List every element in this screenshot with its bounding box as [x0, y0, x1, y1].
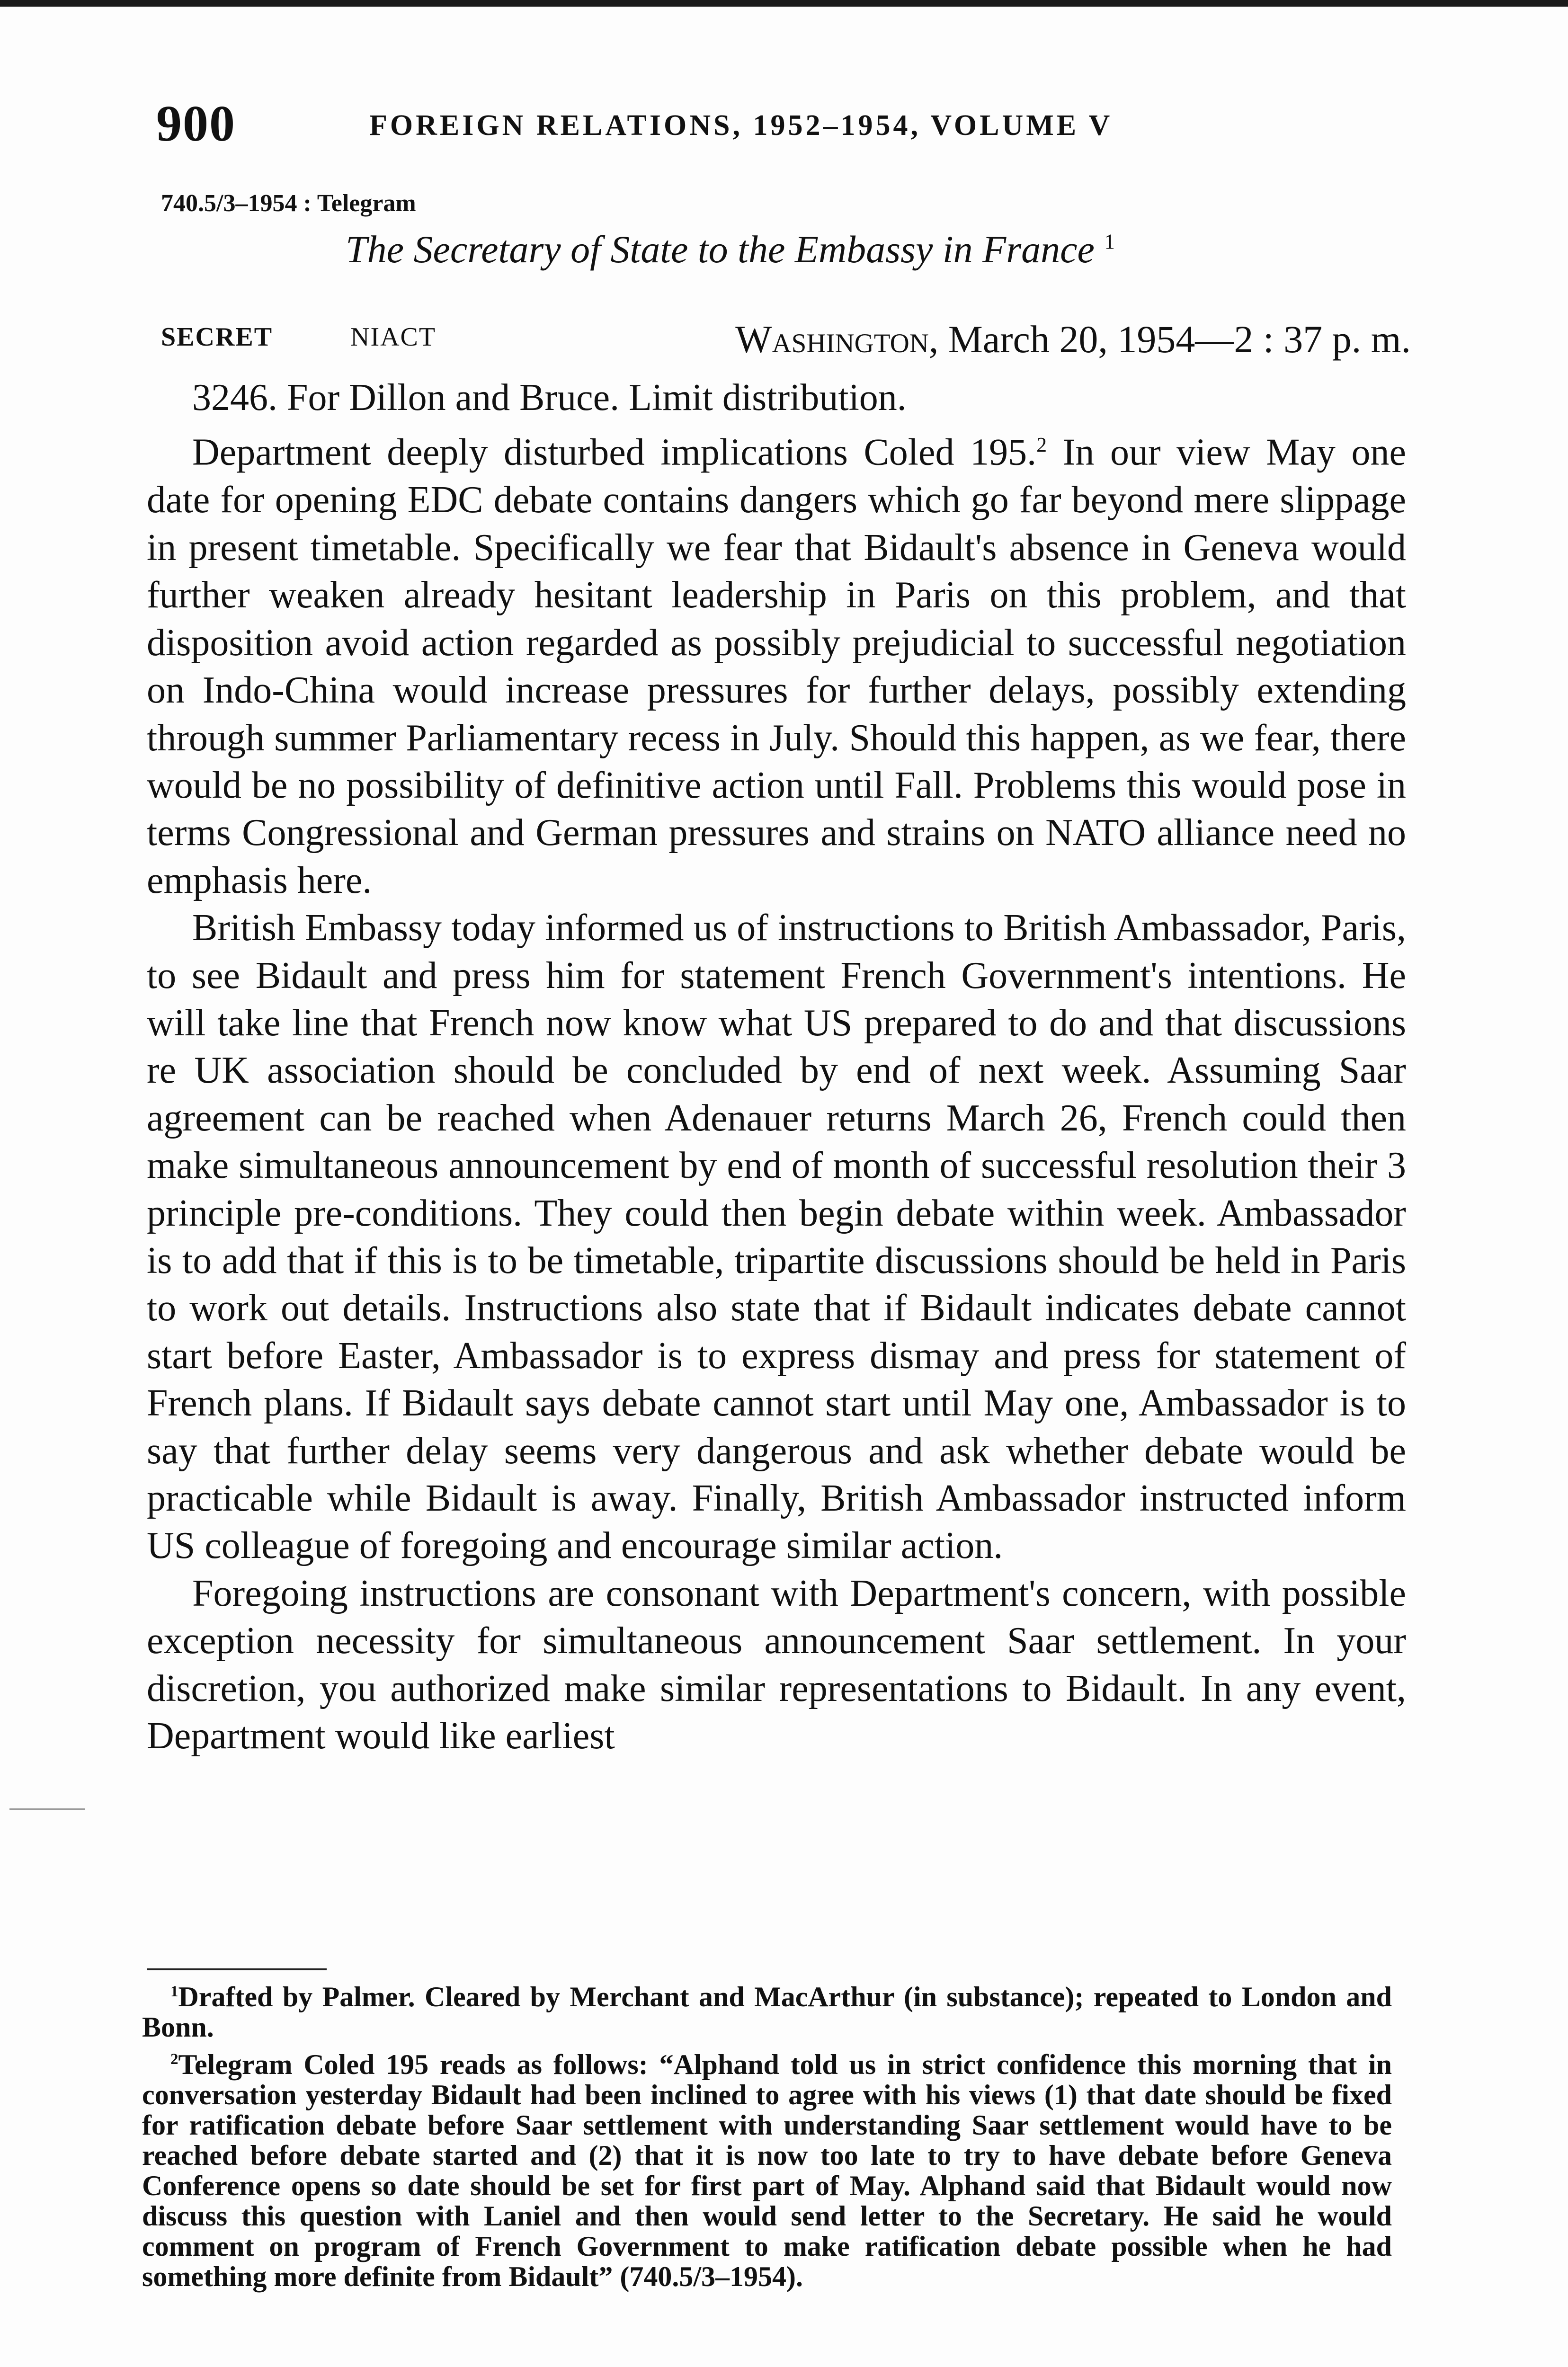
- paragraph: 3246. For Dillon and Bruce. Limit distribution.: [192, 377, 907, 418]
- footnote-number: 1: [170, 1983, 178, 2000]
- paragraph: [147, 421, 1406, 904]
- place: Washington: [735, 318, 929, 361]
- title-footnote-marker: 1: [1104, 230, 1115, 254]
- document-title-text: The Secretary of State to the Embassy in France: [346, 228, 1095, 271]
- paragraph-rest: In our view May one date for opening EDC debate contains dangers which go far beyond mere slippage in present timetable. Specifically we fear that Bidault's absence in Geneva would further weaken already hesitant leadership in Paris on this problem, and that disposition avoid action regarded as possibly prejudicial to successful negotiation on Indo-China would increase pressures for further delays, possibly extending through summer Parliamentary recess in July. Should this happen, as we fear, there would be no possibility of definitive action until Fall. Problems this would pose in terms Congressional and German pressures and strains on NATO alliance need no emphasis here.: [147, 432, 1406, 901]
- document-title: [346, 227, 1115, 272]
- date-time: , March 20, 1954—2 : 37 p. m.: [928, 318, 1411, 361]
- precedence: NIACT: [350, 322, 437, 352]
- scan-speck: [9, 1808, 85, 1810]
- footnote: [142, 1976, 1392, 2042]
- telegram-body: [147, 374, 1406, 1760]
- page-number: 900: [156, 96, 236, 152]
- file-reference: 740.5/3–1954 : Telegram: [161, 190, 416, 217]
- scan-top-edge: [0, 0, 1568, 7]
- page-header: [156, 95, 1434, 156]
- dateline: [161, 317, 1411, 365]
- paragraph: Foregoing instructions are consonant with Department's concern, with possible exception necessity for simultaneous announcement Saar settlement. In your discretion, you authorized make similar representations to Bidault. In any event, Department would like earliest: [147, 1572, 1406, 1757]
- footnotes: [142, 1976, 1392, 2294]
- date-place: [735, 317, 1411, 362]
- footnote-text: Telegram Coled 195 reads as follows: “Alphand told us in strict confidence this morning that in conversation yesterday Bidault had been inclined to agree with his views (1) that date should be fixed for ratification debate before Saar settlement with understanding Saar settlement would have to be reached before debate started and (2) that it is now too late to try to have debate before Geneva Conference opens so date should be set for first part of May. Alphand said that Bidault would now discuss this question with Laniel and then would send letter to the Secretary. He said he would comment on program of French Government to make ratification debate possible when he had something more definite from Bidault” (740.5/3–1954).: [142, 2049, 1392, 2292]
- footnote: [142, 2044, 1392, 2292]
- running-title: FOREIGN RELATIONS, 1952–1954, VOLUME V: [369, 109, 1113, 142]
- footnote-rule: [147, 1968, 327, 1970]
- paragraph-lead: Department deeply disturbed implications Coled 195.: [192, 432, 1037, 474]
- footnote-marker: 2: [1036, 433, 1047, 457]
- footnote-text: Drafted by Palmer. Cleared by Merchant and MacArthur (in substance); repeated to London and Bonn.: [142, 1981, 1392, 2043]
- classification: SECRET: [161, 322, 273, 352]
- footnote-number: 2: [170, 2051, 178, 2068]
- paragraph: British Embassy today informed us of instructions to British Ambassador, Paris, to see Bidault and press him for statement French Government's intentions. He will take line that French now know what US prepared to do and that discussions re UK association should be concluded by end of next week. Assuming Saar agreement can be reached when Adenauer returns March 26, French could then make simultaneous announcement by end of month of successful resolution their 3 principle pre-conditions. They could then begin debate within week. Ambassador is to add that if this is to be timetable, tripartite discussions should be held in Paris to work out details. Instructions also state that if Bidault indicates debate cannot start before Easter, Ambassador is to express dismay and press for statement of French plans. If Bidault says debate cannot start until May one, Ambassador is to say that further delay seems very dangerous and ask whether debate would be practicable while Bidault is away. Finally, British Ambassador instructed inform US colleague of foregoing and encourage similar action.: [147, 907, 1406, 1567]
